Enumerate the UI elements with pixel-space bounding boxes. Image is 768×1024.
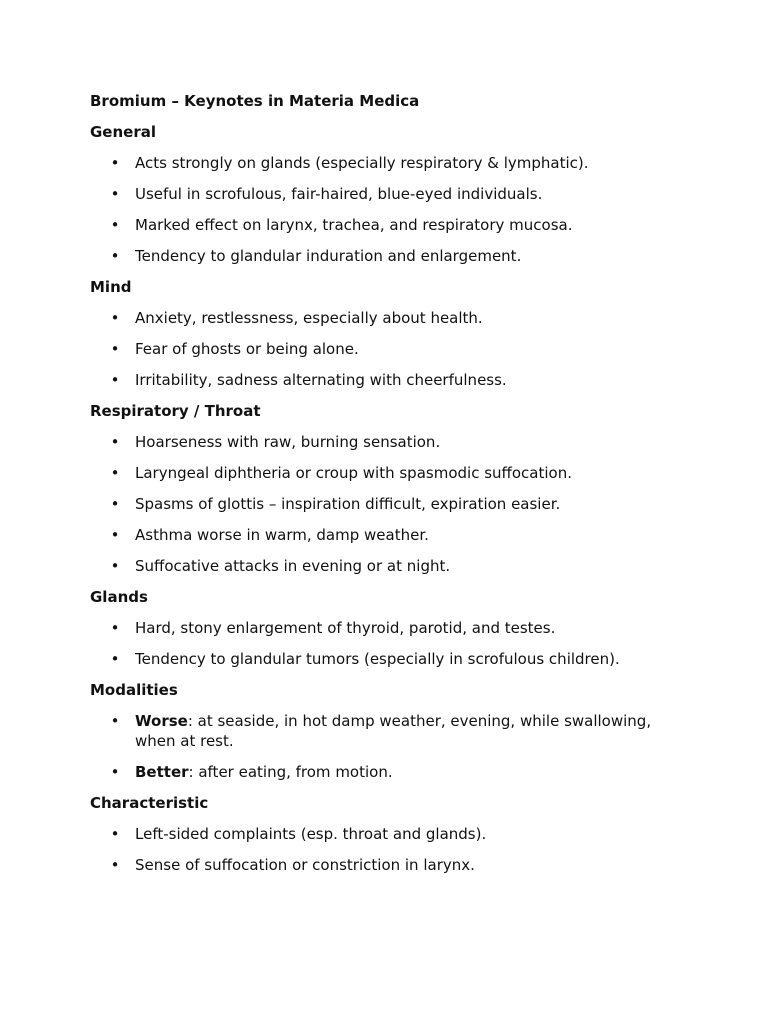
list-item	[90, 855, 678, 875]
bullet-icon: •	[110, 763, 120, 781]
bullet-icon: •	[110, 526, 120, 544]
bullet-icon: •	[110, 825, 120, 843]
section-list-general	[90, 153, 678, 266]
item-text: Tendency to glandular tumors (especially in scrofulous children).	[135, 650, 620, 668]
bullet-icon: •	[110, 464, 120, 482]
list-item	[90, 153, 678, 173]
bullet-icon: •	[110, 650, 120, 668]
section-heading-general: General	[90, 123, 156, 141]
section-list-characteristic	[90, 824, 678, 875]
item-text: Useful in scrofulous, fair-haired, blue-eyed individuals.	[135, 185, 543, 203]
item-label: Better	[135, 763, 189, 781]
item-text: Spasms of glottis – inspiration difficult, expiration easier.	[135, 495, 561, 513]
list-item	[90, 370, 678, 390]
bullet-icon: •	[110, 712, 120, 730]
bullet-icon: •	[110, 247, 120, 265]
list-item	[90, 649, 678, 669]
item-text: Tendency to glandular induration and enlargement.	[135, 247, 522, 265]
item-text: Sense of suffocation or constriction in larynx.	[135, 856, 475, 874]
list-item	[90, 556, 678, 576]
list-item	[90, 215, 678, 235]
list-item	[90, 618, 678, 638]
item-text: : at seaside, in hot damp weather, evening, while swallowing, when at rest.	[135, 712, 652, 750]
item-text: Hard, stony enlargement of thyroid, parotid, and testes.	[135, 619, 556, 637]
section-heading-mind: Mind	[90, 278, 132, 296]
section-list-modalities	[90, 711, 678, 782]
list-item	[90, 463, 678, 483]
bullet-icon: •	[110, 495, 120, 513]
section-heading-glands: Glands	[90, 588, 148, 606]
list-item	[90, 339, 678, 359]
list-item	[90, 494, 678, 514]
item-text: Asthma worse in warm, damp weather.	[135, 526, 429, 544]
list-item	[90, 762, 678, 782]
bullet-icon: •	[110, 619, 120, 637]
section-list-respiratory-throat	[90, 432, 678, 576]
item-text: : after eating, from motion.	[188, 763, 393, 781]
list-item	[90, 711, 678, 751]
bullet-icon: •	[110, 557, 120, 575]
bullet-icon: •	[110, 371, 120, 389]
item-label: Worse	[135, 712, 188, 730]
item-text: Suffocative attacks in evening or at night.	[135, 557, 451, 575]
list-item	[90, 308, 678, 328]
item-text: Marked effect on larynx, trachea, and respiratory mucosa.	[135, 216, 573, 234]
bullet-icon: •	[110, 216, 120, 234]
list-item	[90, 246, 678, 266]
section-list-glands	[90, 618, 678, 669]
bullet-icon: •	[110, 433, 120, 451]
item-text: Left-sided complaints (esp. throat and glands).	[135, 825, 487, 843]
item-text: Fear of ghosts or being alone.	[135, 340, 359, 358]
list-item	[90, 525, 678, 545]
list-item	[90, 184, 678, 204]
bullet-icon: •	[110, 856, 120, 874]
document-title: Bromium – Keynotes in Materia Medica	[90, 92, 420, 110]
list-item	[90, 432, 678, 452]
item-text: Irritability, sadness alternating with cheerfulness.	[135, 371, 507, 389]
section-heading-modalities: Modalities	[90, 681, 178, 699]
item-text: Hoarseness with raw, burning sensation.	[135, 433, 441, 451]
bullet-icon: •	[110, 340, 120, 358]
item-text: Acts strongly on glands (especially respiratory & lymphatic).	[135, 154, 589, 172]
section-heading-respiratory-throat: Respiratory / Throat	[90, 402, 261, 420]
bullet-icon: •	[110, 154, 120, 172]
item-text: Anxiety, restlessness, especially about health.	[135, 309, 483, 327]
item-text: Laryngeal diphtheria or croup with spasmodic suffocation.	[135, 464, 572, 482]
list-item	[90, 824, 678, 844]
bullet-icon: •	[110, 185, 120, 203]
section-list-mind	[90, 308, 678, 390]
bullet-icon: •	[110, 309, 120, 327]
section-heading-characteristic: Characteristic	[90, 794, 209, 812]
